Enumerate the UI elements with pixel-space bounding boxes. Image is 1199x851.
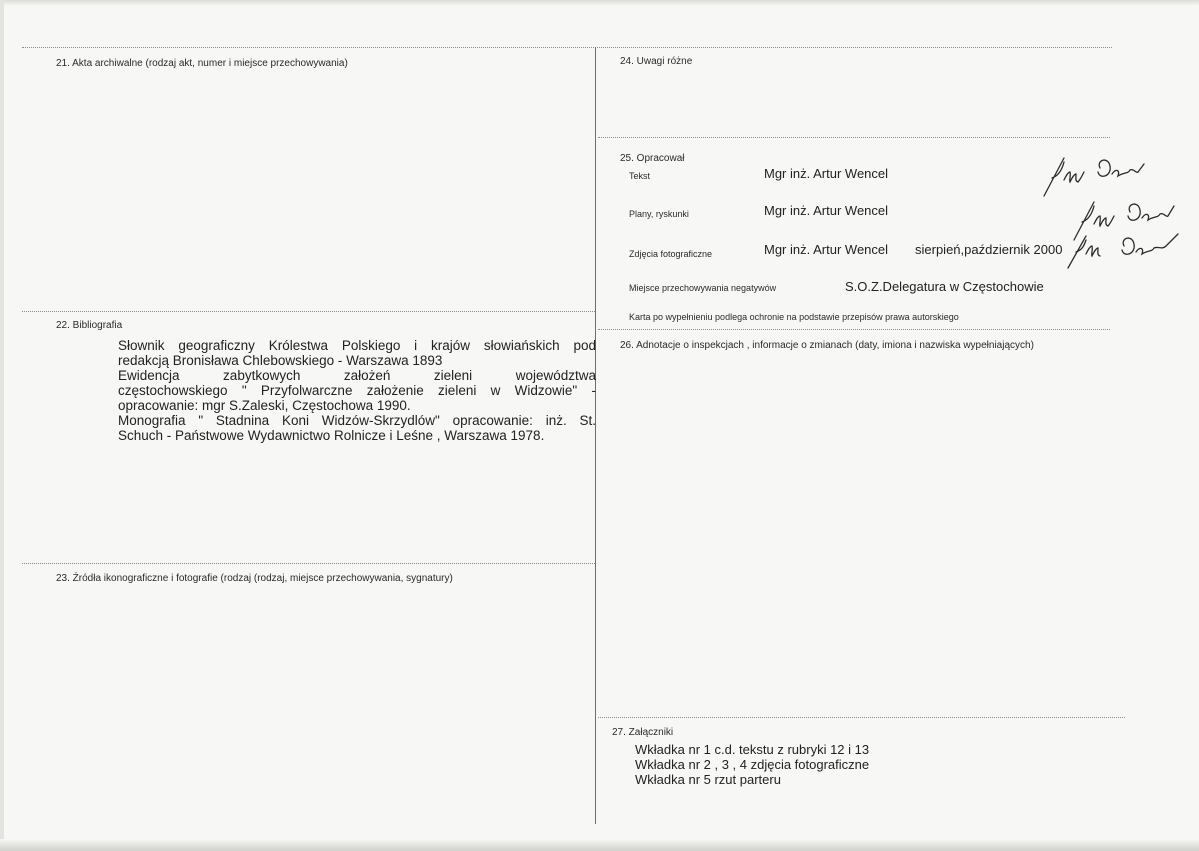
section-21-label: 21. Akta archiwalne (rodzaj akt, numer i miejsce przechowywania) — [56, 58, 348, 69]
section-27-label: 27. Załączniki — [612, 727, 674, 738]
bibliography-list — [118, 338, 596, 443]
rule-21-22 — [22, 311, 595, 312]
handwritten-signature — [1038, 150, 1188, 270]
photos-date: sierpień,październik 2000 — [915, 242, 1063, 257]
bibliography-line: Monografia " Stadnina Koni Widzów-Skrzydlów" opracowanie: inż. St. — [118, 413, 596, 428]
rule-25-26 — [598, 329, 1110, 330]
plans-author-label: Plany, ryskunki — [629, 209, 689, 219]
attachments-list — [635, 742, 869, 787]
bibliography-line: redakcją Bronisława Chlebowskiego - Warszawa 1893 — [118, 353, 443, 368]
scan-edge-left — [0, 0, 4, 851]
bibliography-line: Schuch - Państwowe Wydawnictwo Rolnicze i Leśne , Warszawa 1978. — [118, 428, 545, 443]
bibliography-line: Ewidencja zabytkowych założeń zieleni województwa — [118, 368, 596, 383]
negatives-label: Miejsce przechowywania negatywów — [629, 283, 777, 293]
text-author-value: Mgr inż. Artur Wencel — [764, 166, 889, 181]
section-23-label: 23. Źródła ikonograficzne i fotografie (rodzaj (rodzaj, miejsce przechowywania, sygnatury) — [56, 573, 453, 584]
rule-26-27 — [598, 717, 1125, 718]
section-25-label: 25. Opracował — [620, 153, 685, 164]
scan-edge-top — [0, 0, 1199, 6]
bibliography-line: opracowanie: mgr S.Zaleski, Częstochowa 1990. — [118, 398, 411, 413]
photos-author-label: Zdjęcia fotograficzne — [629, 249, 713, 259]
text-author-label: Tekst — [629, 171, 651, 181]
plans-author-value: Mgr inż. Artur Wencel — [764, 203, 889, 218]
section-26-label: 26. Adnotacje o inspekcjach , informacje o zmianach (daty, imiona i nazwiska wypełniających) — [620, 340, 1034, 351]
rule-24-25 — [598, 137, 1110, 138]
protection-note: Karta po wypełnieniu podlega ochronie na podstawie przepisów prawa autorskiego — [629, 312, 959, 322]
bibliography-line: Słownik geograficzny Królestwa Polskiego i krajów słowiańskich pod — [118, 338, 596, 353]
bibliography-line: częstochowskiego " Przyfolwarczne założenie zieleni w Widzowie" - — [118, 383, 596, 398]
photos-author-value: Mgr inż. Artur Wencel — [764, 242, 889, 257]
scan-edge-bottom — [0, 839, 1199, 851]
section-24-label: 24. Uwagi różne — [620, 56, 693, 67]
top-rule — [22, 47, 1112, 48]
attachment-item: Wkładka nr 1 c.d. tekstu z rubryki 12 i 13 — [635, 742, 870, 757]
attachment-item: Wkładka nr 5 rzut parteru — [635, 772, 781, 787]
rule-22-23 — [22, 563, 595, 564]
negatives-value: S.O.Z.Delegatura w Częstochowie — [845, 279, 1044, 294]
attachment-item: Wkładka nr 2 , 3 , 4 zdjęcia fotograficzne — [635, 757, 870, 772]
section-22-label: 22. Bibliografia — [56, 320, 123, 331]
